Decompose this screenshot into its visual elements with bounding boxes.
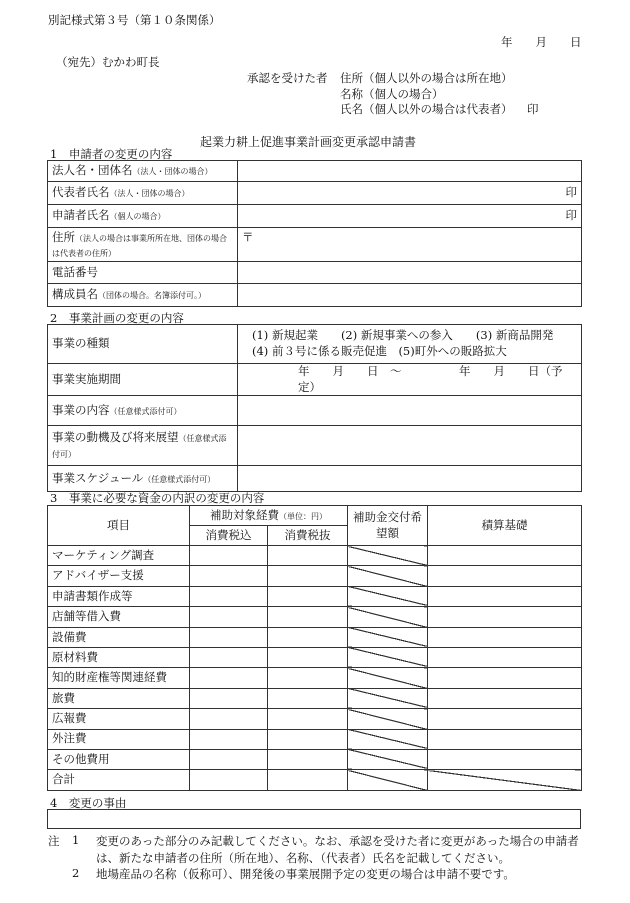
approver-address: 住所（個人以外の場合は所在地）	[340, 71, 513, 85]
funds-grant-cell[interactable]	[348, 566, 428, 586]
funds-item-label: 設備費	[48, 627, 190, 647]
funds-item-label: 申請書類作成等	[48, 586, 190, 606]
motive-label: 事業の動機及び将来展望（任意様式添付可）	[48, 426, 238, 466]
funds-item-label: 合計	[48, 770, 190, 790]
change-reason-field[interactable]	[47, 809, 581, 829]
section3-heading: 3 事業に必要な資金の内訳の変更の内容	[50, 491, 265, 505]
funds-item-label: その他費用	[48, 749, 190, 769]
funds-grant-cell[interactable]	[348, 770, 428, 790]
section4-heading: 4 変更の事由	[50, 796, 127, 810]
funds-basis-cell[interactable]	[428, 566, 582, 586]
funds-tax-ex-cell[interactable]	[268, 770, 348, 790]
funds-grant-cell[interactable]	[348, 586, 428, 606]
motive-field[interactable]	[238, 426, 582, 466]
funds-tax-in-cell[interactable]	[190, 566, 268, 586]
funds-item-label: 旅費	[48, 688, 190, 708]
funds-tax-in-cell[interactable]	[190, 729, 268, 749]
funds-row	[48, 688, 582, 708]
funds-tax-in-cell[interactable]	[190, 627, 268, 647]
rep-name-label: 代表者氏名（法人・団体の場合）	[48, 182, 238, 205]
funds-tax-ex-cell[interactable]	[268, 627, 348, 647]
schedule-field[interactable]	[238, 466, 582, 492]
funds-row	[48, 770, 582, 790]
approver-name: 名称（個人の場合）	[340, 87, 444, 101]
funds-tax-ex-cell[interactable]	[268, 668, 348, 688]
funds-item-label: 店舗等借入費	[48, 607, 190, 627]
funds-tax-ex-cell[interactable]	[268, 729, 348, 749]
address-field[interactable]: 〒	[238, 228, 582, 262]
funds-row	[48, 627, 582, 647]
note2-number: 2	[72, 866, 80, 880]
col-item-header: 項目	[48, 506, 190, 546]
address-label: 住所（法人の場合は事業所所在地、団体の場合は代表者の住所）	[48, 228, 238, 262]
funds-tax-ex-cell[interactable]	[268, 749, 348, 769]
funds-row	[48, 709, 582, 729]
funds-tax-in-cell[interactable]	[190, 709, 268, 729]
funds-item-label: 外注費	[48, 729, 190, 749]
funds-grant-cell[interactable]	[348, 668, 428, 688]
form-number: 別記様式第３号（第１０条関係）	[48, 13, 221, 27]
approver-representative: 氏名（個人以外の場合は代表者）	[340, 102, 513, 116]
document-title: 起業力耕上促進事業計画変更承認申請書	[200, 135, 417, 149]
business-type-label: 事業の種類	[48, 325, 238, 364]
funds-grant-cell[interactable]	[348, 749, 428, 769]
funds-tax-in-cell[interactable]	[190, 546, 268, 566]
org-name-label: 法人名・団体名（法人・団体の場合）	[48, 161, 238, 182]
col-tax-ex-header: 消費税抜	[268, 526, 348, 546]
funds-tax-in-cell[interactable]	[190, 770, 268, 790]
funds-basis-cell[interactable]	[428, 668, 582, 688]
col-tax-in-header: 消費税込	[190, 526, 268, 546]
business-type-line2: (4) 前３号に係る販売促進 (5)町外への販路拡大	[252, 344, 507, 358]
funds-row	[48, 586, 582, 606]
funds-row	[48, 546, 582, 566]
org-name-field[interactable]	[238, 161, 582, 182]
section2-heading: 2 事業計画の変更の内容	[50, 311, 184, 325]
col-grant-header: 補助金交付希望額	[348, 506, 428, 546]
funds-row	[48, 647, 582, 667]
funds-tax-ex-cell[interactable]	[268, 566, 348, 586]
funds-row	[48, 729, 582, 749]
funds-grant-cell[interactable]	[348, 729, 428, 749]
note1-number: 1	[72, 833, 80, 847]
funds-basis-cell[interactable]	[428, 709, 582, 729]
funds-grant-cell[interactable]	[348, 647, 428, 667]
funds-item-label: アドバイザー支援	[48, 566, 190, 586]
date-line: 年 月 日	[501, 35, 582, 49]
phone-label: 電話番号	[48, 262, 238, 284]
funds-tax-ex-cell[interactable]	[268, 586, 348, 606]
period-label: 事業実施期間	[48, 364, 238, 396]
funds-grant-cell[interactable]	[348, 709, 428, 729]
schedule-label: 事業スケジュール（任意様式添付可）	[48, 466, 238, 492]
funds-row	[48, 566, 582, 586]
funds-grant-cell[interactable]	[348, 688, 428, 708]
period-field[interactable]: 年 月 日 ～ 年 月 日（予定）	[238, 364, 582, 396]
plan-table	[47, 324, 582, 492]
funds-basis-cell[interactable]	[428, 546, 582, 566]
funds-basis-cell[interactable]	[428, 647, 582, 667]
funds-item-label: 知的財産権等関連経費	[48, 668, 190, 688]
notes-label: 注	[48, 834, 60, 848]
funds-tax-ex-cell[interactable]	[268, 647, 348, 667]
business-type-options[interactable]	[238, 325, 582, 364]
funds-basis-cell[interactable]	[428, 627, 582, 647]
funds-tax-in-cell[interactable]	[190, 688, 268, 708]
funds-grant-cell[interactable]	[348, 546, 428, 566]
funds-tax-in-cell[interactable]	[190, 749, 268, 769]
section1-heading: 1 申請者の変更の内容	[50, 147, 173, 161]
funds-tax-in-cell[interactable]	[190, 586, 268, 606]
members-label: 構成員名（団体の場合。名簿添付可。）	[48, 284, 238, 307]
business-type-line1: (1) 新規起業 (2) 新規事業への参入 (3) 新商品開発	[252, 328, 554, 343]
rep-name-field[interactable]: 印	[238, 182, 582, 205]
funds-tax-in-cell[interactable]	[190, 607, 268, 627]
header-seal: 印	[527, 102, 539, 116]
funds-row	[48, 749, 582, 769]
approver-label: 承認を受けた者	[247, 71, 328, 85]
funds-tax-ex-cell[interactable]	[268, 688, 348, 708]
phone-field[interactable]	[238, 262, 582, 284]
funds-basis-cell[interactable]	[428, 688, 582, 708]
note2-text: 地場産品の名称（仮称可）、開発後の事業展開予定の変更の場合は申請不要です。	[96, 867, 515, 881]
funds-item-label: マーケティング調査	[48, 546, 190, 566]
content-field[interactable]	[238, 396, 582, 426]
applicant-table	[47, 160, 582, 307]
funds-basis-cell[interactable]	[428, 586, 582, 606]
funds-row	[48, 607, 582, 627]
addressee: （宛先）むかわ町長	[56, 55, 160, 69]
funds-tax-ex-cell[interactable]	[268, 709, 348, 729]
col-basis-header: 積算基礎	[428, 506, 582, 546]
funds-basis-cell[interactable]	[428, 729, 582, 749]
funds-basis-cell[interactable]	[428, 607, 582, 627]
funds-basis-cell[interactable]	[428, 749, 582, 769]
applicant-name-label: 申請者氏名（個人の場合）	[48, 205, 238, 228]
funds-table	[47, 505, 582, 791]
applicant-name-field[interactable]: 印	[238, 205, 582, 228]
funds-tax-in-cell[interactable]	[190, 647, 268, 667]
funds-item-label: 広報費	[48, 709, 190, 729]
members-field[interactable]	[238, 284, 582, 307]
funds-tax-in-cell[interactable]	[190, 668, 268, 688]
content-label: 事業の内容（任意様式添付可）	[48, 396, 238, 426]
funds-item-label: 原材料費	[48, 647, 190, 667]
funds-tax-ex-cell[interactable]	[268, 546, 348, 566]
col-subsidy-header: 補助対象経費（単位：円）	[190, 506, 348, 526]
note1-text: 変更のあった部分のみ記載してください。なお、承認を受けた者に変更があった場合の申請者は、新たな申請者の住所（所在地）、名称、（代表者）氏名を記載してください。	[96, 834, 579, 865]
funds-grant-cell[interactable]	[348, 627, 428, 647]
funds-grant-cell[interactable]	[348, 607, 428, 627]
funds-row	[48, 668, 582, 688]
funds-tax-ex-cell[interactable]	[268, 607, 348, 627]
funds-basis-cell[interactable]	[428, 770, 582, 790]
